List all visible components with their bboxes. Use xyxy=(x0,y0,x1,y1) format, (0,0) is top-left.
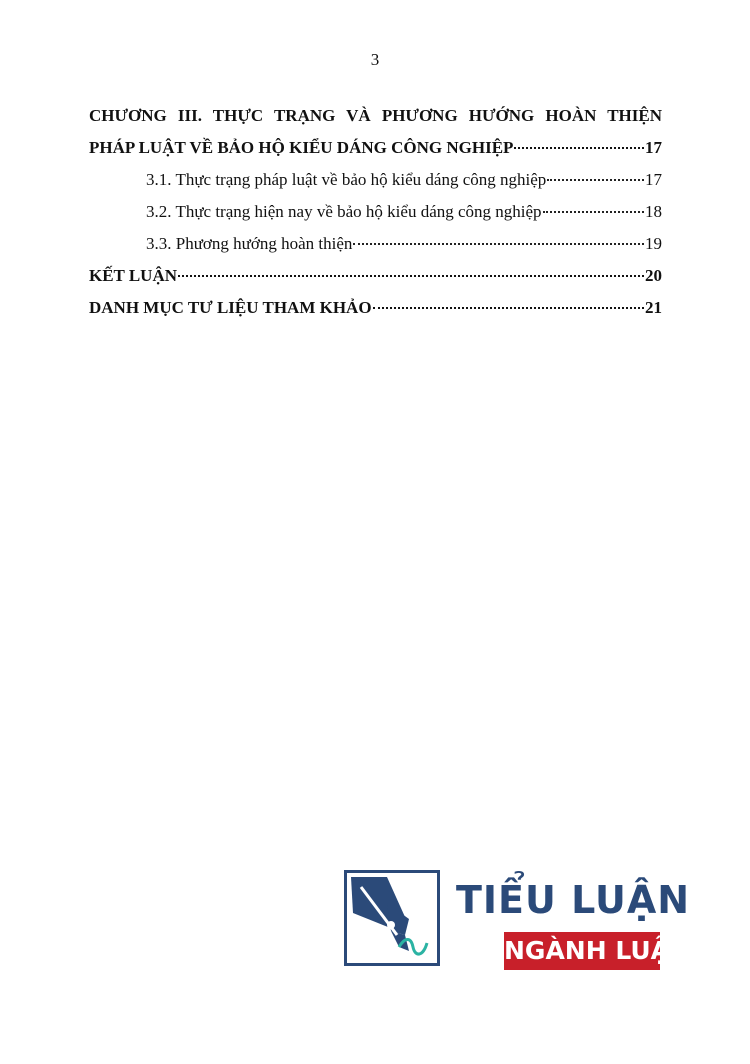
dot-leader xyxy=(353,242,644,245)
table-of-contents xyxy=(89,100,662,324)
toc-entry-page: 19 xyxy=(645,234,662,253)
fountain-pen-icon xyxy=(347,873,437,963)
dot-leader xyxy=(178,274,644,277)
toc-entry-conclusion[interactable] xyxy=(89,260,662,292)
toc-entry-page: 17 xyxy=(645,170,662,189)
logo-box xyxy=(344,870,440,966)
toc-entry-section[interactable] xyxy=(89,164,662,196)
dot-leader xyxy=(373,306,644,309)
toc-entry-label: DANH MỤC TƯ LIỆU THAM KHẢO xyxy=(89,298,372,317)
toc-entry-section[interactable] xyxy=(89,228,662,260)
logo-title: TIỂU LUẬN xyxy=(456,878,691,922)
toc-entry-label: KẾT LUẬN xyxy=(89,266,178,285)
logo xyxy=(344,870,691,972)
toc-entry-label: PHÁP LUẬT VỀ BẢO HỘ KIỂU DÁNG CÔNG NGHIỆP xyxy=(89,138,514,157)
page-number: 3 xyxy=(370,50,380,69)
logo-banner: NGÀNH LUẬT xyxy=(504,932,660,970)
toc-entry-label: 3.1. Thực trạng pháp luật về bảo hộ kiểu dáng công nghiệp xyxy=(146,170,547,189)
toc-entry-label: 3.3. Phương hướng hoàn thiện xyxy=(146,234,353,253)
toc-entry-references[interactable] xyxy=(89,292,662,324)
toc-entry-page: 17 xyxy=(645,138,662,157)
dot-leader xyxy=(547,178,644,181)
toc-entry-page: 21 xyxy=(645,298,662,317)
toc-chapter-title: CHƯƠNG III. THỰC TRẠNG VÀ PHƯƠNG HƯỚNG HOÀN THIỆN xyxy=(89,106,662,125)
toc-entry-chapter[interactable] xyxy=(89,132,662,164)
toc-entry-page: 18 xyxy=(645,202,662,221)
toc-entry-section[interactable] xyxy=(89,196,662,228)
dot-leader xyxy=(543,210,644,213)
toc-entry-page: 20 xyxy=(645,266,662,285)
dot-leader xyxy=(514,146,644,149)
toc-entry-label: 3.2. Thực trạng hiện nay về bảo hộ kiểu dáng công nghiệp xyxy=(146,202,542,221)
